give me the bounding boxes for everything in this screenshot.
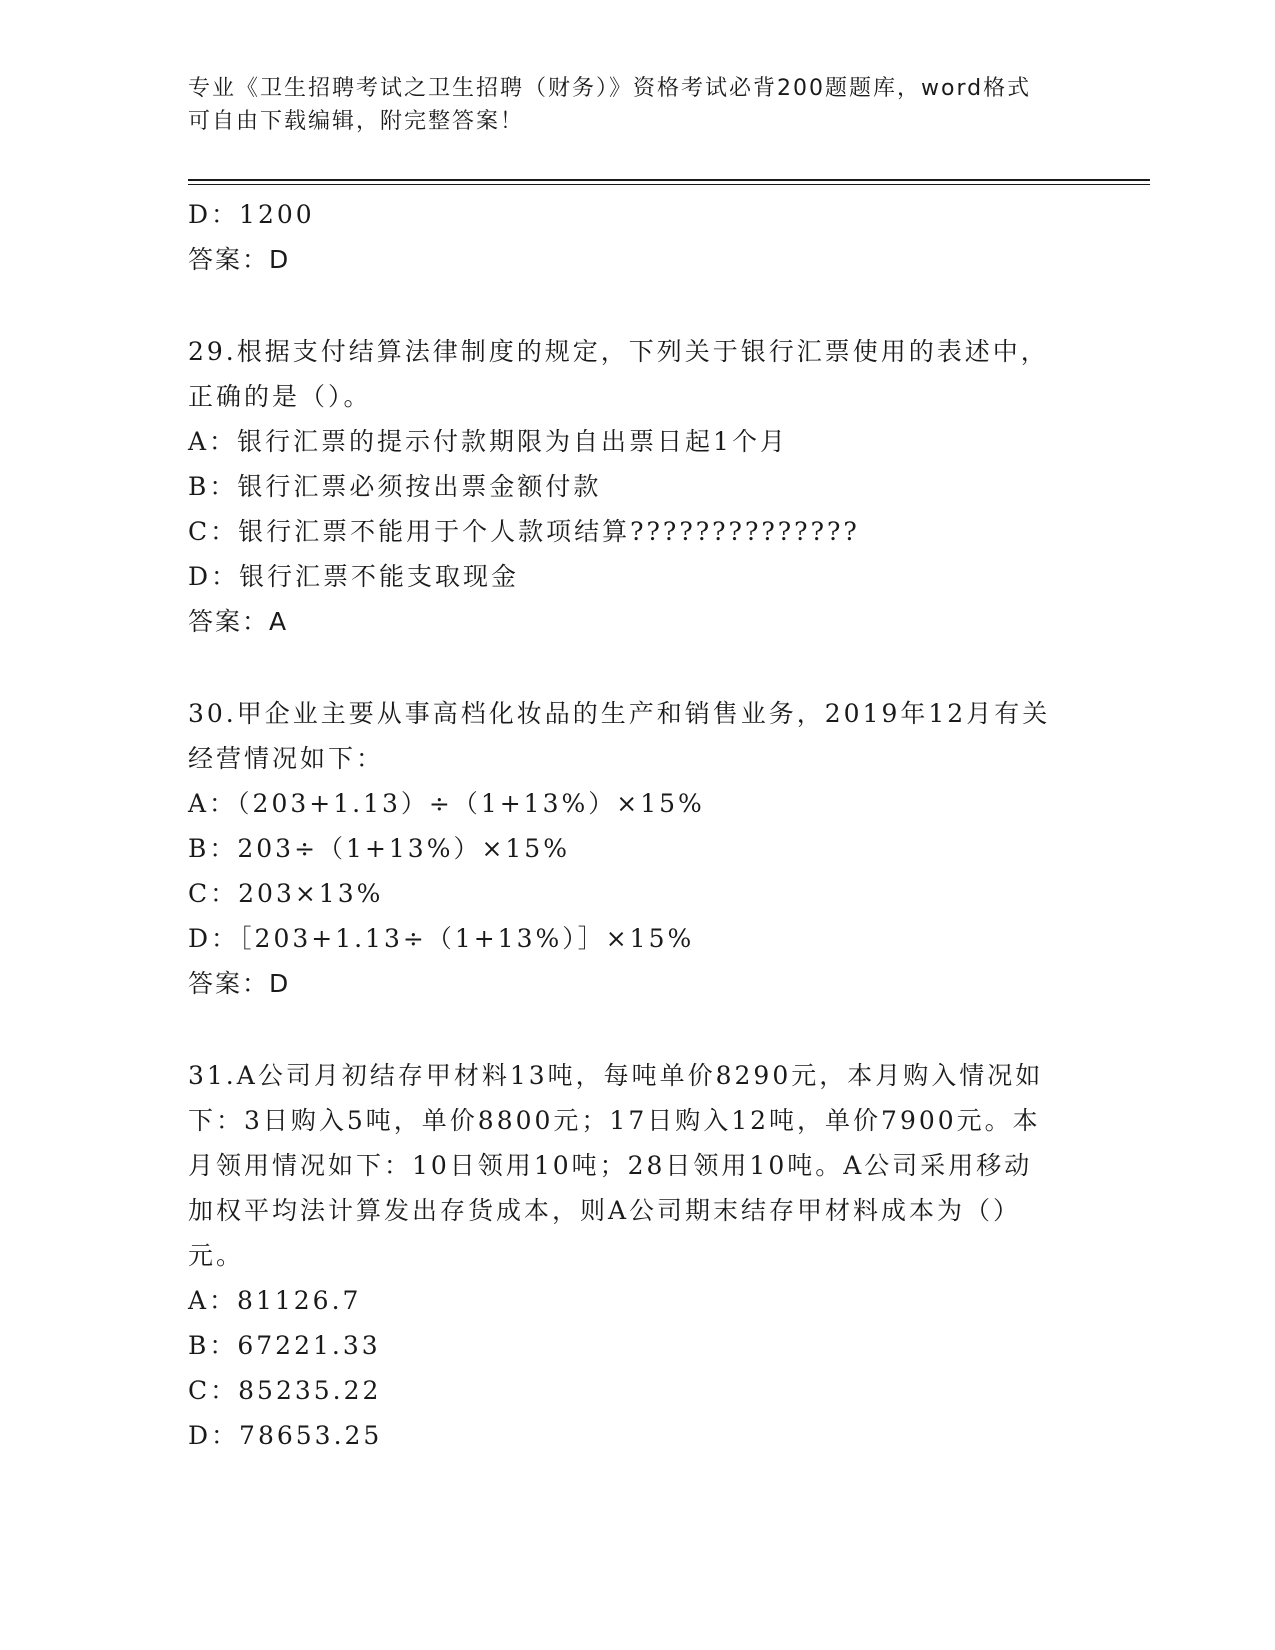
question-30 [188,691,1088,1006]
option-d: D：银行汇票不能支取现金 [188,562,520,591]
answer-line: 答案：A [188,607,289,636]
answer-line: 答案：D [188,969,291,998]
header-divider-thin [188,184,1150,185]
document-header [188,72,1068,138]
question-stem: 下：3日购入5吨，单价8800元；17日购入12吨，单价7900元。本 [188,1106,1041,1135]
question-31 [188,1053,1088,1458]
answer-line: 答案：D [188,245,291,274]
header-title-line1: 专业《卫生招聘考试之卫生招聘（财务）》资格考试必背200题题库，word格式 [188,76,1032,101]
question-stem: 30.甲企业主要从事高档化妆品的生产和销售业务，2019年12月有关 [188,699,1051,728]
option-c: C：85235.22 [188,1376,382,1405]
question-stem: 31.A公司月初结存甲材料13吨，每吨单价8290元，本月购入情况如 [188,1061,1044,1090]
option-c: C：银行汇票不能用于个人款项结算?????????????? [188,517,860,546]
option-b: B：银行汇票必须按出票金额付款 [188,472,602,501]
option-c: C：203×13% [188,879,384,908]
option-b: B：67221.33 [188,1331,381,1360]
question-stem: 经营情况如下： [188,744,385,773]
header-divider-thick [188,179,1150,181]
previous-question-tail [188,192,1088,282]
option-b: B：203÷（1+13%）×15% [188,834,570,863]
option-d: D：［203+1.13÷（1+13%）］×15% [188,924,695,953]
question-stem: 加权平均法计算发出存货成本，则A公司期末结存甲材料成本为（） [188,1196,1022,1225]
header-title-line2: 可自由下载编辑，附完整答案！ [188,109,525,134]
question-stem: 月领用情况如下：10日领用10吨；28日领用10吨。A公司采用移动 [188,1151,1033,1180]
option-d: D：1200 [188,200,315,229]
question-stem: 元。 [188,1241,245,1270]
question-29 [188,329,1088,644]
question-stem: 正确的是（）。 [188,382,372,411]
option-a: A：（203+1.13）÷（1+13%）×15% [188,789,705,818]
option-d: D：78653.25 [188,1421,383,1450]
option-a: A：银行汇票的提示付款期限为自出票日起1个月 [188,427,788,456]
question-stem: 29.根据支付结算法律制度的规定，下列关于银行汇票使用的表述中， [188,337,1049,366]
option-a: A：81126.7 [188,1286,362,1315]
question-content [188,192,1088,1458]
